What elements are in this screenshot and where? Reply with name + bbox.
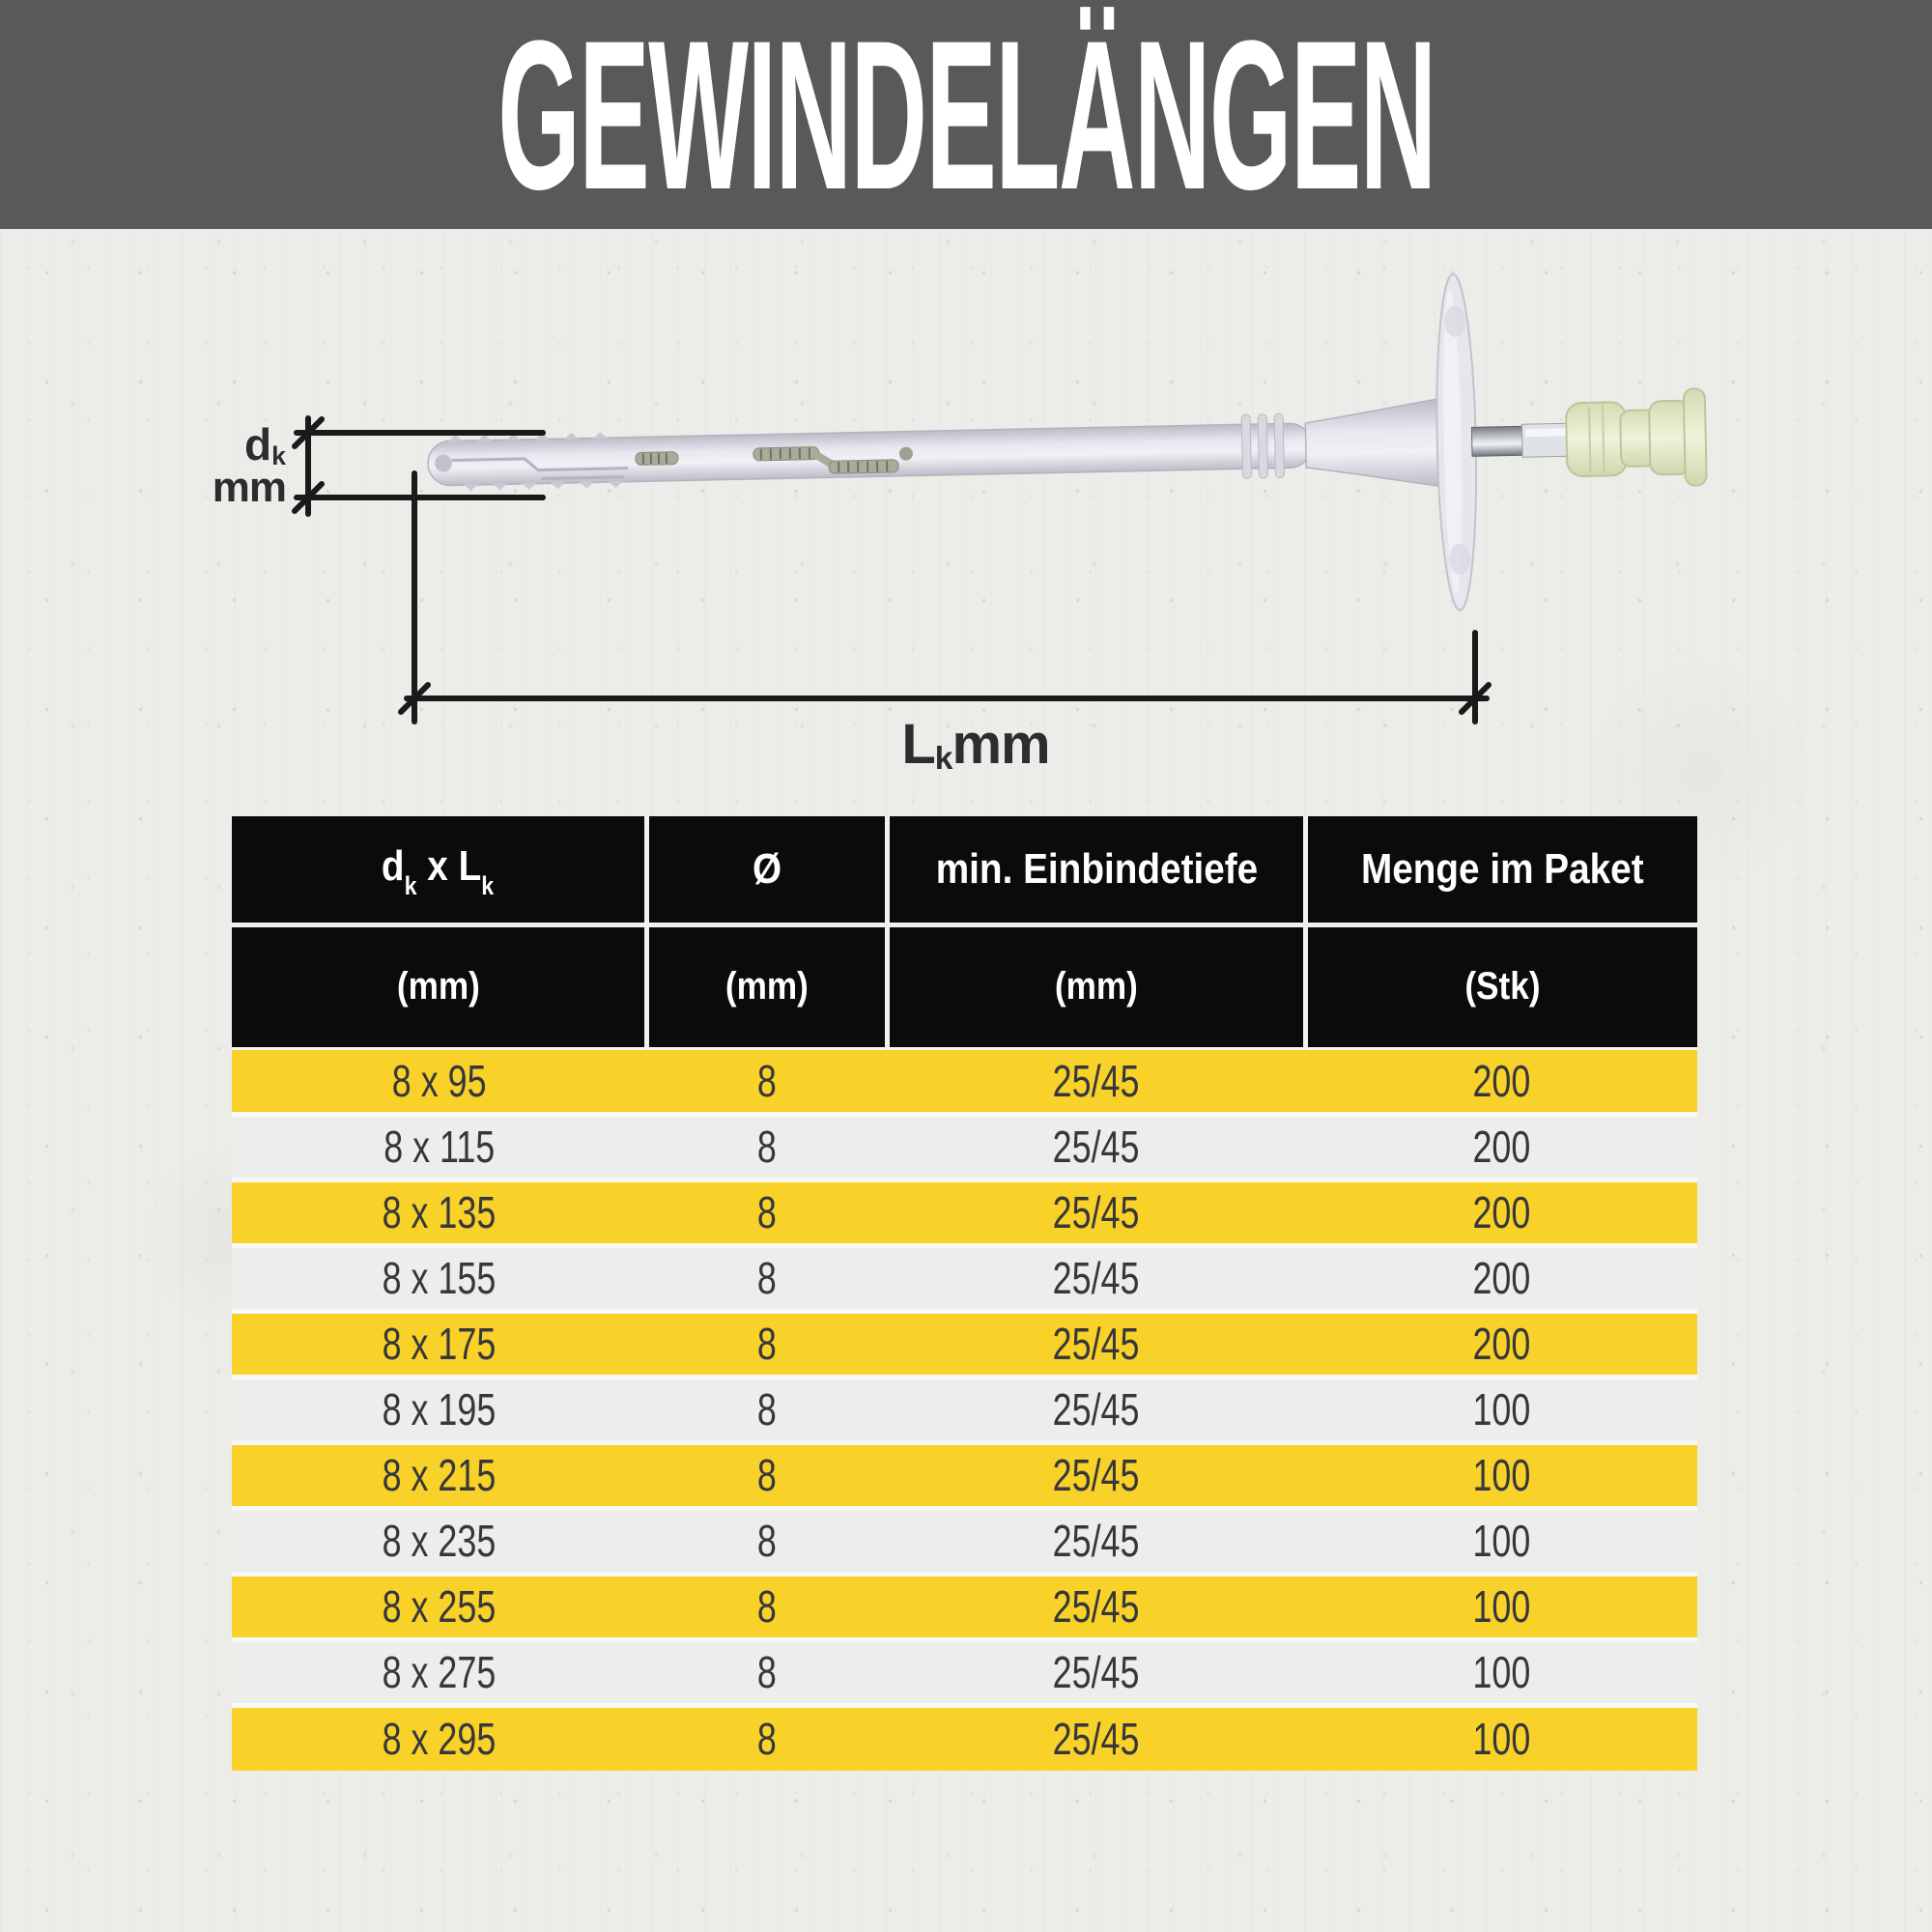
table-row (232, 1114, 1697, 1179)
cell-diameter: 8 (646, 1377, 887, 1442)
cell-diameter: 8 (646, 1048, 887, 1114)
lk-dimension-lines (401, 473, 1489, 722)
table-row (232, 1377, 1697, 1442)
dowel-ribs (1241, 413, 1284, 478)
cell-qty: 200 (1306, 1311, 1697, 1377)
table-row (232, 1179, 1697, 1245)
title-banner (0, 0, 1932, 234)
cell-diameter: 8 (646, 1442, 887, 1508)
cell-depth: 25/45 (887, 1508, 1306, 1574)
table-row (232, 1245, 1697, 1311)
cell-diameter: 8 (646, 1508, 887, 1574)
cell-size: 8 x 135 (232, 1179, 646, 1245)
table-header-row-units (232, 924, 1697, 1048)
dowel-cap (1566, 388, 1707, 488)
header-unit-size: (mm) (232, 924, 646, 1048)
cell-qty: 100 (1306, 1574, 1697, 1639)
dowel-photo (424, 269, 1709, 632)
cell-depth: 25/45 (887, 1179, 1306, 1245)
cell-depth: 25/45 (887, 1705, 1306, 1771)
cell-diameter: 8 (646, 1574, 887, 1639)
table-row (232, 1705, 1697, 1771)
cell-qty: 100 (1306, 1442, 1697, 1508)
cell-size: 8 x 195 (232, 1377, 646, 1442)
cell-diameter: 8 (646, 1639, 887, 1705)
header-diameter: Ø (646, 816, 887, 924)
table-header-row-labels (232, 816, 1697, 924)
cell-qty: 100 (1306, 1639, 1697, 1705)
cell-depth: 25/45 (887, 1442, 1306, 1508)
cell-size: 8 x 255 (232, 1574, 646, 1639)
cell-depth: 25/45 (887, 1574, 1306, 1639)
metal-pin (1471, 423, 1569, 458)
table-row (232, 1574, 1697, 1639)
cell-size: 8 x 95 (232, 1048, 646, 1114)
cell-depth: 25/45 (887, 1048, 1306, 1114)
header-unit-depth: (mm) (887, 924, 1306, 1048)
cell-size: 8 x 275 (232, 1639, 646, 1705)
cell-diameter: 8 (646, 1245, 887, 1311)
cell-qty: 200 (1306, 1245, 1697, 1311)
table-row (232, 1508, 1697, 1574)
table-row (232, 1442, 1697, 1508)
cell-size: 8 x 155 (232, 1245, 646, 1311)
page-title: GEWINDELÄNGEN (497, 0, 1435, 234)
spec-table (232, 816, 1697, 1771)
cell-depth: 25/45 (887, 1311, 1306, 1377)
header-dk-x-lk: $d_k$ x $L_k$ (232, 816, 646, 924)
cell-diameter: 8 (646, 1311, 887, 1377)
cell-size: 8 x 235 (232, 1508, 646, 1574)
cell-depth: 25/45 (887, 1245, 1306, 1311)
table-row (232, 1048, 1697, 1114)
cell-depth: 25/45 (887, 1639, 1306, 1705)
cell-depth: 25/45 (887, 1114, 1306, 1179)
cell-size: 8 x 175 (232, 1311, 646, 1377)
cell-size: 8 x 115 (232, 1114, 646, 1179)
cell-qty: 200 (1306, 1048, 1697, 1114)
cell-diameter: 8 (646, 1705, 887, 1771)
cell-diameter: 8 (646, 1114, 887, 1179)
header-unit-diameter: (mm) (646, 924, 887, 1048)
dowel-diagram (0, 229, 1932, 818)
dowel-shaft (427, 417, 1312, 492)
table-row (232, 1639, 1697, 1705)
cell-qty: 100 (1306, 1705, 1697, 1771)
cell-qty: 200 (1306, 1179, 1697, 1245)
table-body (232, 1048, 1697, 1771)
cell-size: 8 x 295 (232, 1705, 646, 1771)
dowel-cone (1305, 399, 1439, 489)
cell-qty: 100 (1306, 1377, 1697, 1442)
header-menge-im-paket: Menge im Paket (1306, 816, 1697, 924)
header-unit-qty: (Stk) (1306, 924, 1697, 1048)
header-einbindetiefe: min. Einbindetiefe (887, 816, 1306, 924)
dk-dimension-label: $d_k$ mm (212, 419, 286, 511)
cell-size: 8 x 215 (232, 1442, 646, 1508)
cell-qty: 100 (1306, 1508, 1697, 1574)
lk-dimension-label: $L_kmm$ (901, 713, 1050, 778)
table-header (232, 816, 1697, 1048)
table-row (232, 1311, 1697, 1377)
cell-diameter: 8 (646, 1179, 887, 1245)
cell-depth: 25/45 (887, 1377, 1306, 1442)
cell-qty: 200 (1306, 1114, 1697, 1179)
